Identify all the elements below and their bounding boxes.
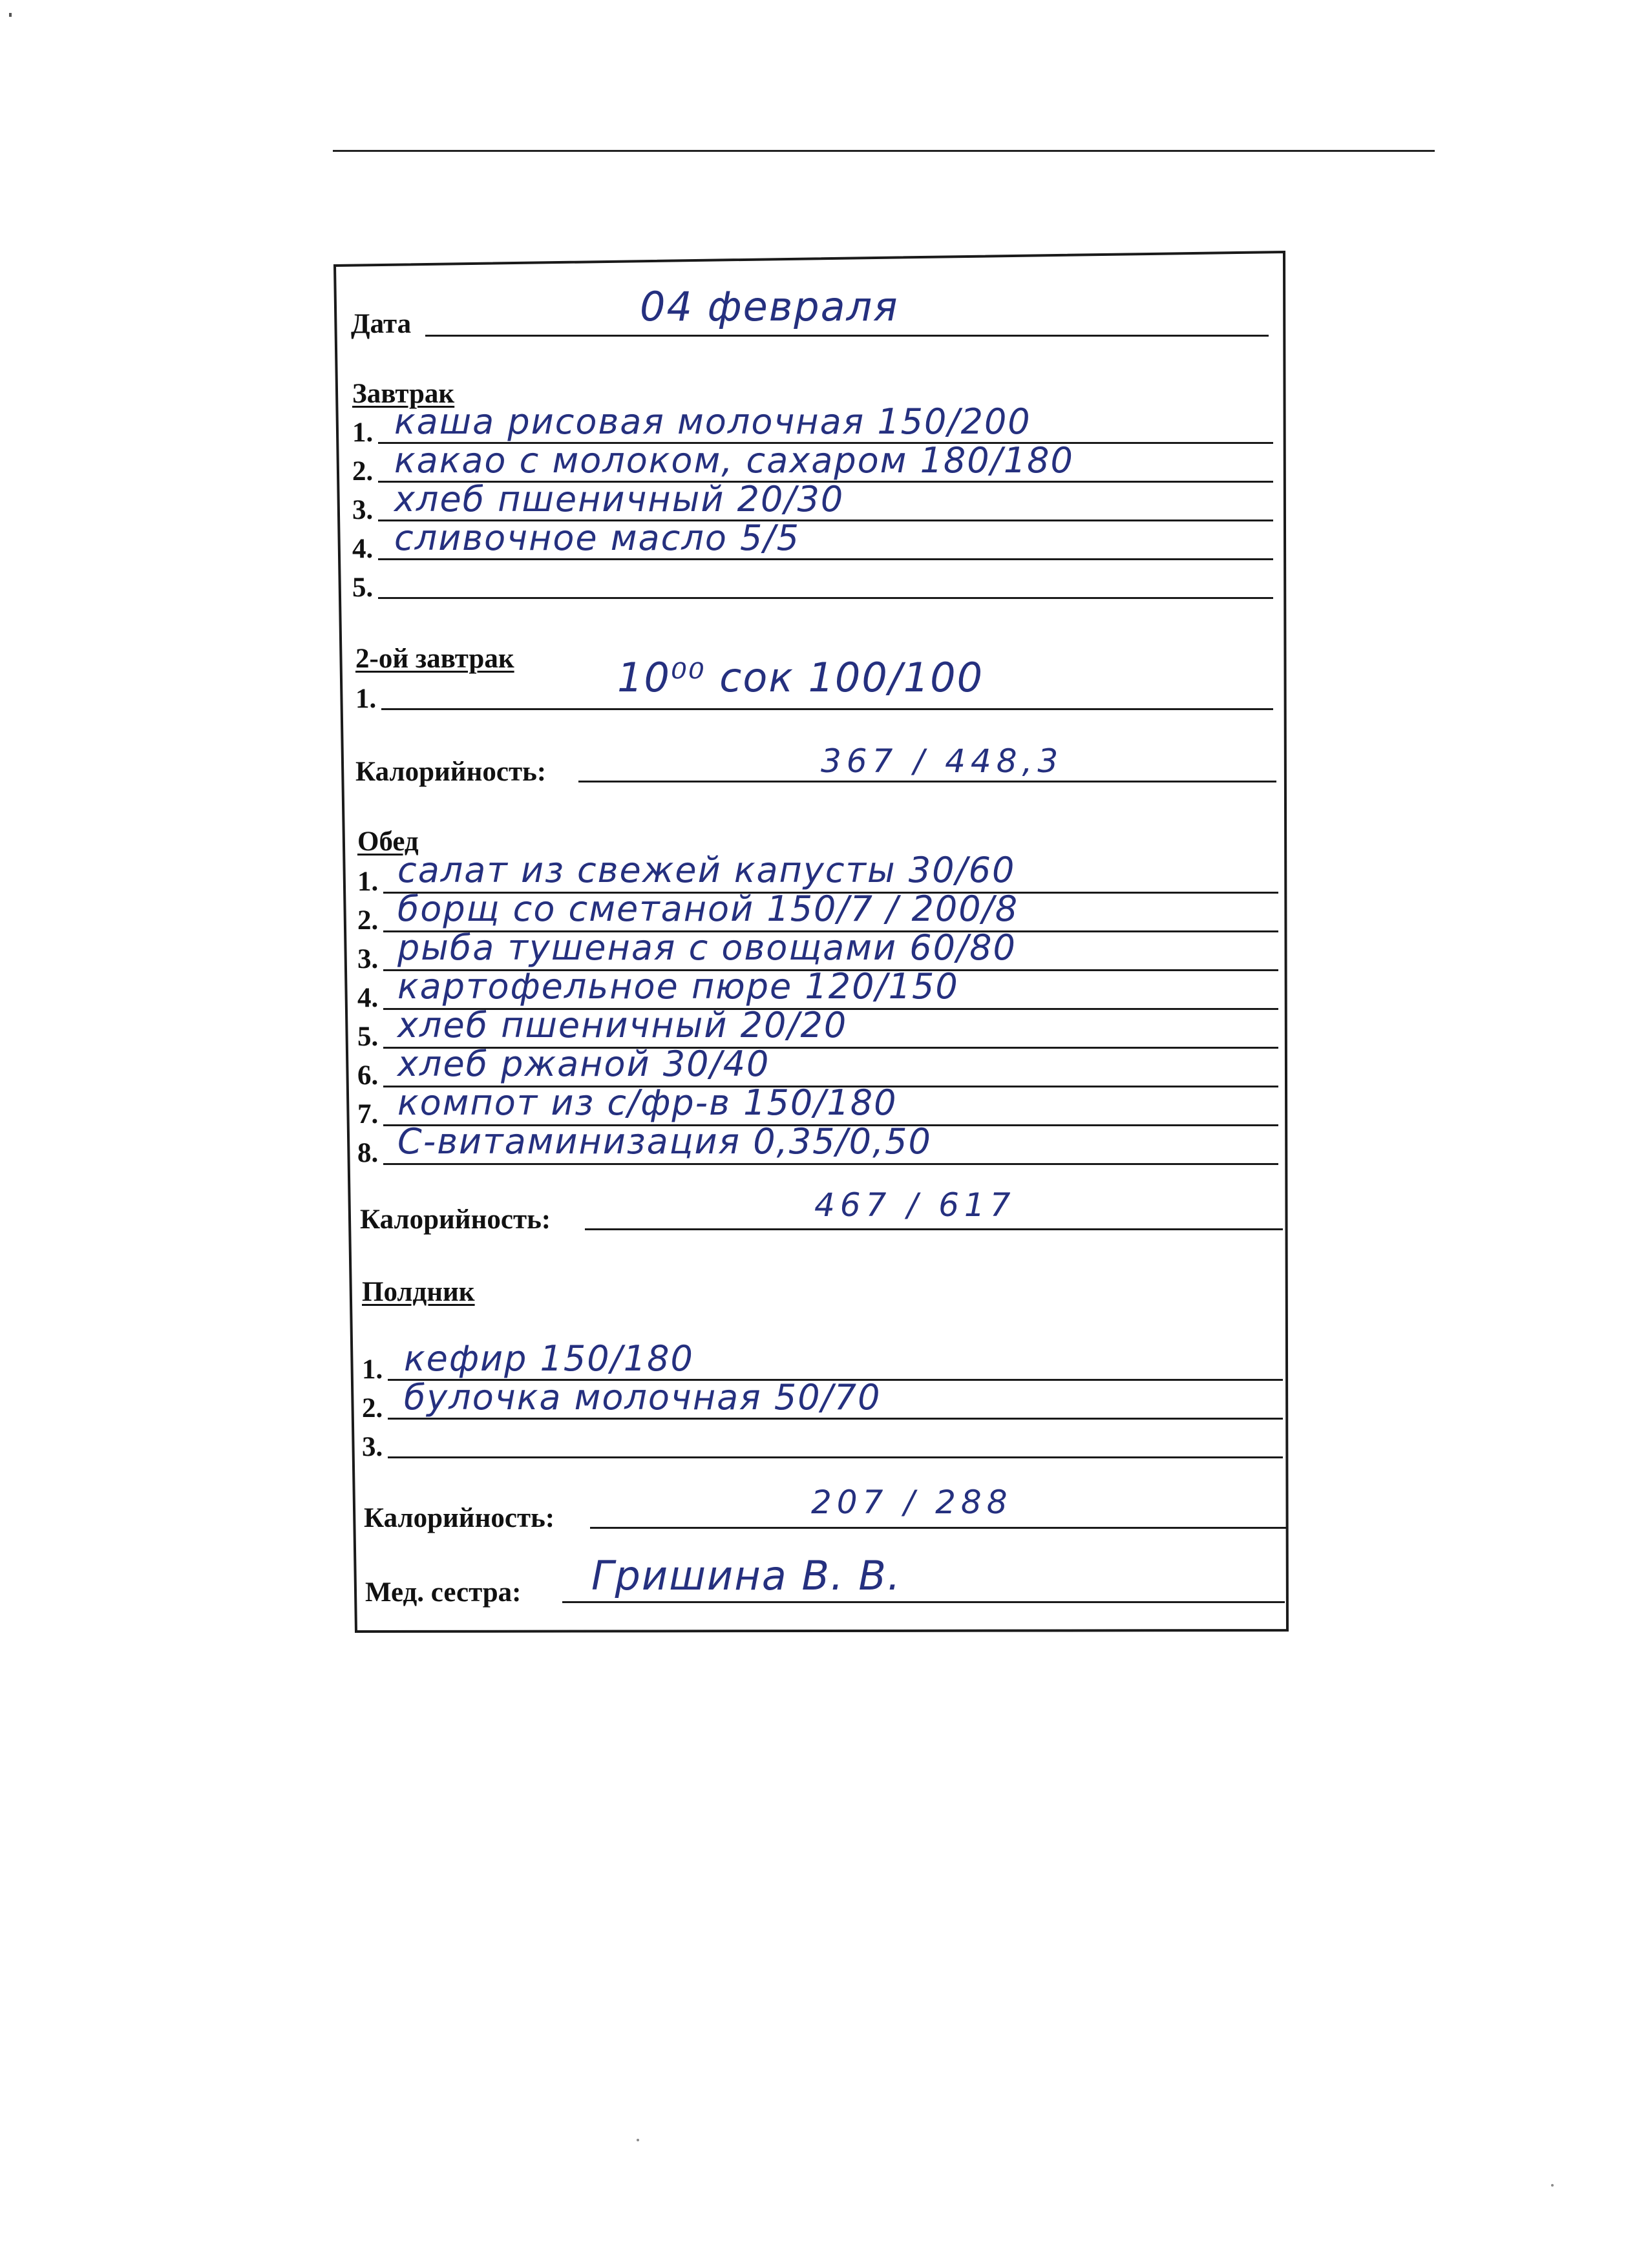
breakfast-heading: Завтрак bbox=[352, 379, 455, 409]
breakfast-item-1: каша рисовая молочная 150/200 bbox=[394, 401, 1031, 442]
scan-mark bbox=[9, 13, 12, 17]
breakfast-item-5-line bbox=[378, 597, 1273, 599]
lunch-calories-label: Калорийность: bbox=[360, 1204, 551, 1235]
nurse-signature: Гришина В. В. bbox=[591, 1552, 902, 1599]
breakfast-item-3: хлеб пшеничный 20/30 bbox=[394, 479, 845, 520]
lunch-calories-value: 467 / 617 bbox=[814, 1186, 1016, 1224]
snack-item-1: кефир 150/180 bbox=[404, 1338, 694, 1379]
lunch-item-6-num: 6. bbox=[357, 1060, 379, 1091]
lunch-item-5-num: 5. bbox=[357, 1022, 379, 1052]
date-label: Дата bbox=[351, 309, 412, 339]
second-breakfast-item-1: 10⁰⁰ сок 100/100 bbox=[617, 654, 984, 701]
lunch-item-2: борщ со сметаной 150/7 / 200/8 bbox=[397, 888, 1019, 929]
breakfast-item-5-num: 5. bbox=[352, 572, 374, 603]
lunch-item-4-num: 4. bbox=[357, 983, 379, 1013]
breakfast-item-4-line bbox=[378, 558, 1273, 560]
snack-item-2-line bbox=[388, 1418, 1283, 1420]
snack-calories-line bbox=[590, 1527, 1287, 1529]
lunch-item-1: салат из свежей капусты 30/60 bbox=[397, 850, 1016, 890]
snack-heading: Полдник bbox=[362, 1277, 475, 1307]
menu-form bbox=[333, 251, 1289, 1633]
top-rule bbox=[333, 150, 1435, 152]
snack-item-3-line bbox=[388, 1456, 1283, 1458]
second-breakfast-calories-value: 367 / 448,3 bbox=[821, 742, 1064, 780]
breakfast-item-1-num: 1. bbox=[352, 417, 374, 448]
snack-item-2: булочка молочная 50/70 bbox=[404, 1377, 882, 1418]
second-breakfast-item-1-line bbox=[381, 708, 1273, 710]
second-breakfast-calories-label: Калорийность: bbox=[355, 757, 547, 787]
lunch-calories-line bbox=[585, 1228, 1283, 1230]
snack-item-3-num: 3. bbox=[362, 1432, 383, 1462]
second-breakfast-item-1-num: 1. bbox=[355, 684, 377, 714]
lunch-item-7: компот из с/фр-в 150/180 bbox=[397, 1082, 898, 1123]
lunch-item-5: хлеб пшеничный 20/20 bbox=[397, 1005, 848, 1045]
breakfast-item-4-num: 4. bbox=[352, 534, 374, 564]
lunch-item-8-num: 8. bbox=[357, 1138, 379, 1168]
date-value: 04 февраля bbox=[640, 283, 899, 330]
lunch-item-3: рыба тушеная с овощами 60/80 bbox=[397, 927, 1017, 968]
nurse-line bbox=[562, 1601, 1285, 1603]
date-line bbox=[425, 335, 1269, 337]
lunch-item-7-num: 7. bbox=[357, 1099, 379, 1129]
second-breakfast-calories-line bbox=[578, 781, 1276, 782]
breakfast-item-4: сливочное масло 5/5 bbox=[394, 518, 800, 558]
snack-calories-value: 207 / 288 bbox=[811, 1484, 1013, 1521]
scan-speck bbox=[637, 2139, 639, 2141]
breakfast-item-3-num: 3. bbox=[352, 495, 374, 525]
lunch-item-8: С-витаминизация 0,35/0,50 bbox=[397, 1121, 932, 1162]
lunch-item-4: картофельное пюре 120/150 bbox=[397, 966, 959, 1007]
lunch-item-8-line bbox=[383, 1163, 1278, 1165]
snack-item-1-num: 1. bbox=[362, 1354, 383, 1385]
lunch-item-6: хлеб ржаной 30/40 bbox=[397, 1044, 770, 1084]
lunch-item-2-num: 2. bbox=[357, 905, 379, 936]
snack-item-2-num: 2. bbox=[362, 1393, 383, 1423]
scan-speck bbox=[1551, 2184, 1554, 2187]
second-breakfast-heading: 2-ой завтрак bbox=[355, 644, 514, 674]
nurse-label: Мед. сестра: bbox=[365, 1577, 522, 1608]
breakfast-item-2-num: 2. bbox=[352, 456, 374, 487]
breakfast-item-2: какао с молоком, сахаром 180/180 bbox=[394, 440, 1074, 481]
lunch-heading: Обед bbox=[357, 826, 419, 857]
snack-calories-label: Калорийность: bbox=[364, 1503, 555, 1533]
lunch-item-1-num: 1. bbox=[357, 866, 379, 897]
lunch-item-3-num: 3. bbox=[357, 944, 379, 974]
